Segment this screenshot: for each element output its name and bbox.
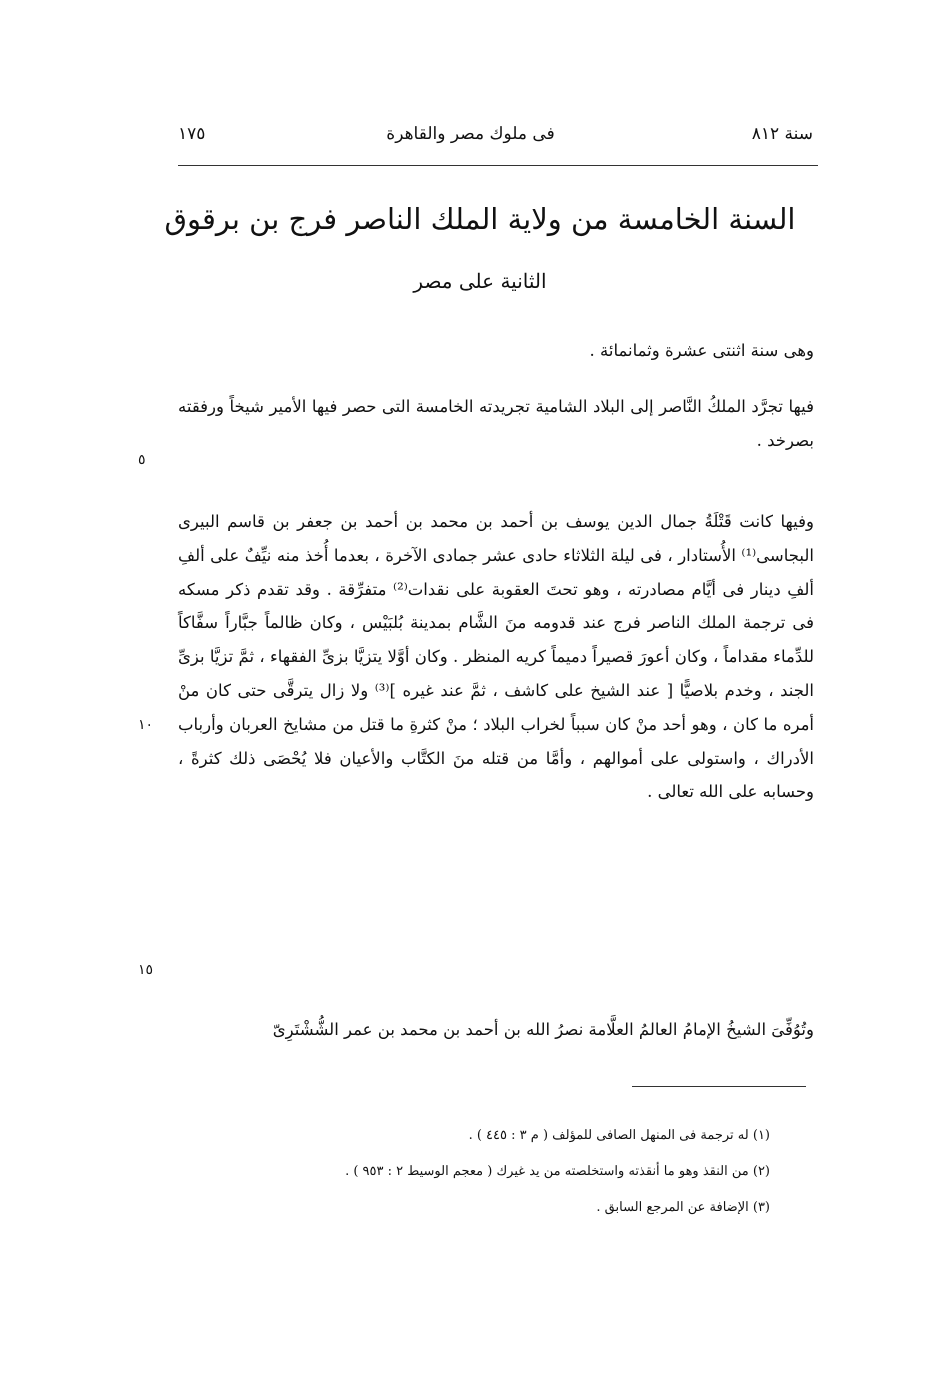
paragraph-killing: وفيها كانت قَتْلَةُ جمال الدين يوسف بن أحمد بن محمد بن أحمد بن جعفر بن قاسم البيرى البجاسى⁽¹⁾ الأُستادار ، فى ليلة الثلاثاء حادى عشر جمادى الآخرة ، بعدما أُخذ منه نيِّفٌ على ألفِ ألفِ دينار فى أيَّام مصادرته ، وهو تحتَ العقوبة على نقدات⁽²⁾ متفرِّقة . وقد تقدم ذكر مسكه فى ترجمة الملك الناصر فرج عند قدومه منَ الشَّام بمدينة بُلبَيْس ، وكان ظالماً جبَّاراً سفَّاكاً للدِّماء مقداماً ، وكان أعورَ قصيراً دميماً كريه المنظر . وكان أوَّلا يتزيَّا بزىِّ الفقهاء ، ثمَّ تزيَّا بزىِّ الجند ، وخدم بلاصيًّا [ عند الشيخ على كاشف ، ثمَّ عند غيره ]⁽³⁾ ولا زال يترقَّى حتى كان منْ أمره ما كان ، وهو أحد منْ كان سبباً لخراب البلاد ؛ منْ كثرةِ ما قتل من مشايخ العربان وأرباب الأدراك ، واستولى على أموالهم ، وأمَّا من قتله منَ الكتَّاب والأعيان فلا يُحْصَى ذلك كثرةً ، وحسابه على الله تعالى . [178, 512, 814, 802]
paragraph-expedition: فيها تجرَّد الملكُ النَّاصر إلى البلاد الشامية تجريدته الخامسة التى حصر فيها الأمير شيخاً ورفقته بصرخد . [178, 397, 814, 450]
chapter-title: السنة الخامسة من ولاية الملك الناصر فرج بن برقوق [164, 202, 796, 236]
paragraph-year: وهى سنة اثنتى عشرة وثمانمائة . [589, 341, 814, 360]
line-number: ٥ [138, 452, 146, 468]
chapter-subtitle: الثانية على مصر [413, 269, 547, 293]
footnote: (٢) من النقذ وهو ما أنقذته واستخلصته من يد غيرك ( معجم الوسيط ٢ : ٩٥٣ ) . [345, 1164, 770, 1179]
footnote: (٣) الإضافة عن المرجع السابق . [596, 1200, 770, 1215]
header-rule [178, 165, 818, 166]
footnotes [178, 1118, 770, 1226]
footnote-rule [632, 1086, 806, 1087]
line-number: ١٥ [138, 962, 154, 978]
paragraph-death: وتُوُفِّىَ الشيخُ الإمامُ العالمُ العلَّامة نصرُ الله بن أحمد بن محمد بن عمر الشُّشْتَرِىّ [272, 1020, 814, 1039]
page-number: ١٧٥ [178, 124, 206, 144]
line-number: ١٠ [138, 717, 154, 733]
running-title: فى ملوك مصر والقاهرة [386, 124, 555, 144]
footnote: (١) له ترجمة فى المنهل الصافى للمؤلف ( م ٣ : ٤٤٥ ) . [468, 1128, 770, 1143]
header-year: سنة ٨١٢ [751, 124, 813, 144]
